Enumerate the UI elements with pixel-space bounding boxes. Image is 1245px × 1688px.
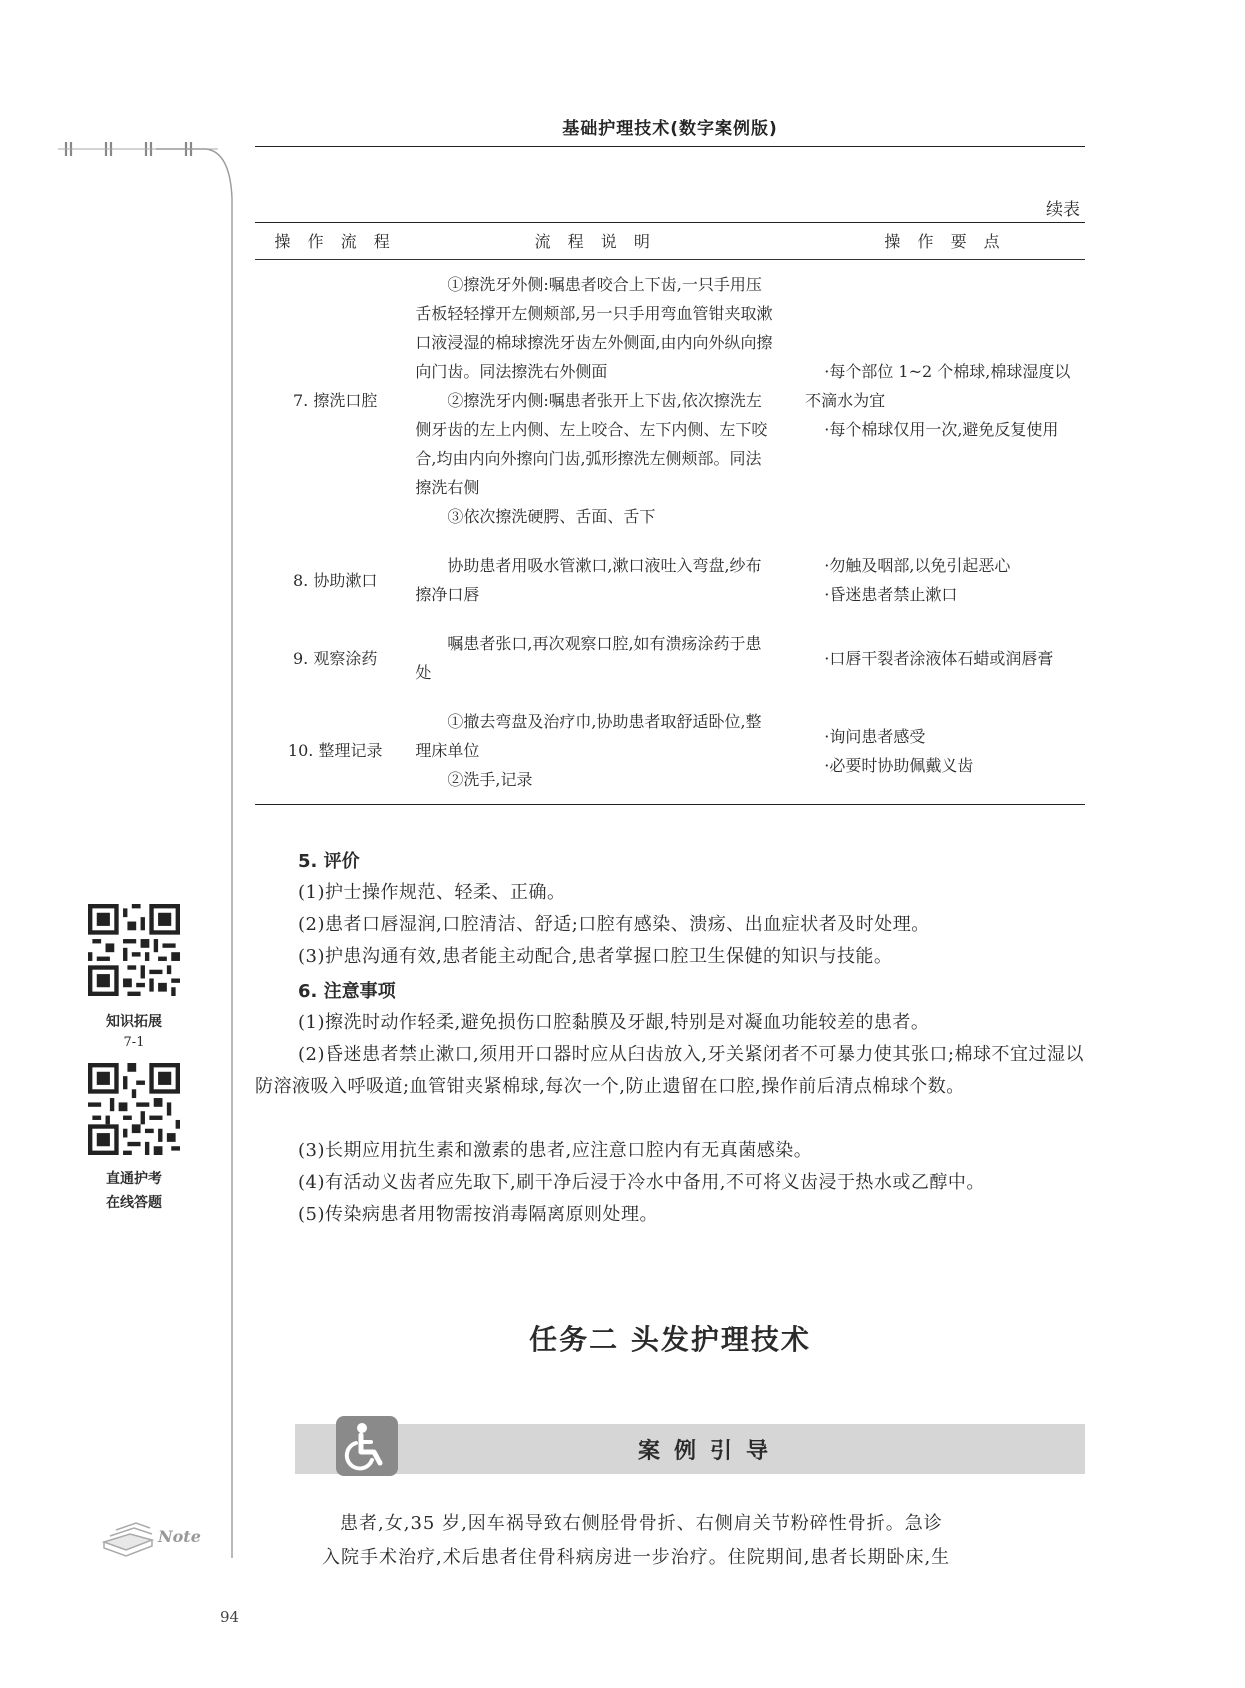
qr-code-knowledge[interactable] [88, 904, 180, 996]
point-text: ·询问患者感受 [824, 726, 926, 746]
step-cell: 7. 擦洗口腔 [293, 391, 378, 410]
notes-item: (5)传染病患者用物需按消毒隔离原则处理。 [298, 1204, 658, 1225]
qr-code-exam[interactable] [88, 1063, 180, 1155]
point-text: ·勿触及咽部,以免引起恶心 [824, 556, 1011, 575]
notes-item: (3)长期应用抗生素和激素的患者,应注意口腔内有无真菌感染。 [298, 1140, 813, 1161]
desc-text: ①撤去弯盘及治疗巾,协助患者取舒适卧位,整理床单位 [415, 712, 762, 760]
desc-text: ②洗手,记录 [447, 770, 533, 789]
desc-cell [415, 697, 805, 805]
table-row [255, 541, 1085, 619]
point-text: ·必要时协助佩戴义齿 [824, 755, 974, 775]
point-text: ·昏迷患者禁止漱口 [824, 585, 958, 604]
points-cell [805, 541, 1085, 619]
qr-label-exam-2: 在线答题 [106, 1195, 162, 1211]
qr-sublabel: 7-1 [123, 1035, 145, 1050]
step-cell: 8. 协助漱口 [293, 570, 378, 590]
case-title: 案例引导 [637, 1438, 782, 1464]
desc-cell [415, 260, 805, 542]
evaluation-item: (1)护士操作规范、轻柔、正确。 [298, 882, 566, 903]
evaluation-heading: 5. 评价 [298, 851, 360, 872]
notes-item: (2)昏迷患者禁止漱口,须用开口器时应从臼齿放入,牙关紧闭者不可暴力使其张口;棉球不宜过湿以防溶液吸入呼吸道;血管钳夹紧棉球,每次一个,防止遗留在口腔,操作前后清点棉球个数。 [255, 1044, 1085, 1097]
column-header: 流 程 说 明 [415, 223, 805, 260]
evaluation-item: (2)患者口唇湿润,口腔清洁、舒适;口腔有感染、溃疡、出血症状者及时处理。 [298, 914, 930, 935]
case-text-line: 患者,女,35 岁,因车祸导致右侧胫骨骨折、右侧肩关节粉碎性骨折。急诊 [340, 1513, 943, 1534]
margin-rule [56, 138, 236, 1558]
case-text-line: 入院手术治疗,术后患者住骨科病房进一步治疗。住院期间,患者长期卧床,生 [322, 1547, 951, 1568]
desc-text: ①擦洗牙外侧:嘱患者咬合上下齿,一只手用压舌板轻轻撑开左侧颊部,另一只手用弯血管钳夹取漱口液浸湿的棉球擦洗牙齿左外侧面,由内向外纵向擦向门齿。同法擦洗右外侧面 [415, 275, 773, 381]
table-row [255, 697, 1085, 805]
evaluation-item: (3)护患沟通有效,患者能主动配合,患者掌握口腔卫生保健的知识与技能。 [298, 946, 893, 967]
note-book-icon [100, 1508, 210, 1558]
running-head: 基础护理技术(数字案例版) [562, 119, 778, 139]
point-text: ·每个部位 1~2 个棉球,棉球湿度以不滴水为宜 [805, 362, 1071, 410]
points-cell [805, 260, 1085, 542]
table-row [255, 260, 1085, 542]
step-cell: 10. 整理记录 [255, 697, 415, 805]
qr-label-exam-1: 直通护考 [106, 1171, 162, 1187]
procedure-table [255, 222, 1085, 805]
page-number: 94 [220, 1608, 240, 1626]
point-text: ·口唇干裂者涂液体石蜡或润唇膏 [824, 648, 1054, 668]
points-cell [805, 619, 1085, 697]
desc-text: 嘱患者张口,再次观察口腔,如有溃疡涂药于患处 [415, 634, 762, 682]
table-caption: 续表 [1046, 200, 1080, 220]
table-header-row [255, 223, 1085, 260]
desc-cell [415, 541, 805, 619]
column-header: 操 作 流 程 [255, 223, 415, 260]
desc-text: ③依次擦洗硬腭、舌面、舌下 [447, 507, 656, 526]
wheelchair-icon [336, 1416, 398, 1476]
notes-item: (1)擦洗时动作轻柔,避免损伤口腔黏膜及牙龈,特别是对凝血功能较差的患者。 [298, 1012, 930, 1033]
table-row [255, 619, 1085, 697]
task-title: 任务二 头发护理技术 [529, 1323, 811, 1356]
step-cell: 9. 观察涂药 [293, 648, 378, 668]
desc-text: 协助患者用吸水管漱口,漱口液吐入弯盘,纱布擦净口唇 [415, 556, 762, 604]
desc-text: ②擦洗牙内侧:嘱患者张开上下齿,依次擦洗左侧牙齿的左上内侧、左上咬合、左下内侧、左下咬合,均由内向外擦向门齿,弧形擦洗左侧颊部。同法擦洗右侧 [415, 391, 768, 497]
column-header: 操 作 要 点 [805, 223, 1085, 260]
notes-heading: 6. 注意事项 [298, 981, 396, 1002]
notes-item: (4)有活动义齿者应先取下,刷干净后浸于冷水中备用,不可将义齿浸于热水或乙醇中。 [298, 1172, 985, 1193]
header-rule [255, 146, 1085, 147]
point-text: ·每个棉球仅用一次,避免反复使用 [824, 420, 1059, 439]
note-logo-text: Note [158, 1527, 201, 1546]
points-cell [805, 697, 1085, 805]
qr-label-knowledge: 知识拓展 [106, 1014, 162, 1030]
desc-cell [415, 619, 805, 697]
